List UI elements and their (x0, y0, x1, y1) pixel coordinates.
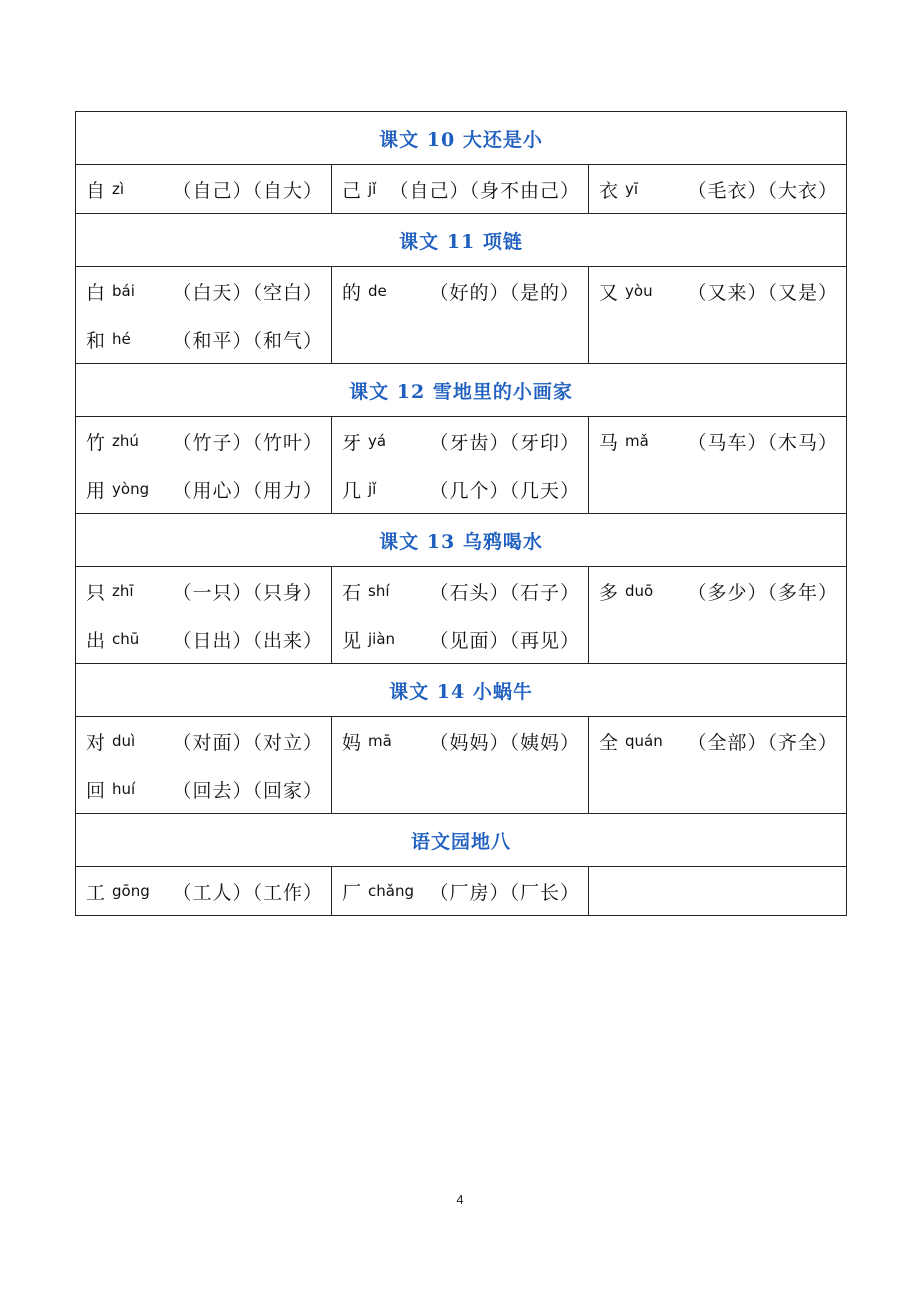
vocab-words: （用心）（用力） (172, 479, 323, 502)
vocab-cell (332, 417, 589, 514)
vocab-entry (86, 717, 323, 765)
vocab-entry (342, 867, 580, 915)
section-body-row (76, 567, 847, 664)
section-header-row (76, 514, 847, 567)
vocab-entry (342, 165, 580, 213)
vocab-cell-content (332, 417, 588, 513)
section-header-row (76, 664, 847, 717)
vocab-pinyin: mǎ (625, 432, 649, 450)
vocab-pinyin: zhú (112, 432, 139, 450)
vocab-cell-content (589, 417, 846, 465)
vocab-entry (599, 417, 838, 465)
section-body-row (76, 165, 847, 214)
vocab-cell (76, 717, 332, 814)
vocab-entry (86, 315, 323, 363)
section-body-row (76, 717, 847, 814)
vocab-character: 对 (86, 731, 106, 754)
vocab-character: 只 (86, 581, 106, 604)
vocab-cell-content (76, 867, 331, 915)
section-body-row (76, 267, 847, 364)
vocab-character: 白 (86, 281, 106, 304)
vocab-words: （和平）（和气） (172, 329, 323, 352)
vocab-cell-content (76, 165, 331, 213)
vocab-character: 己 (342, 179, 362, 202)
vocab-entry (599, 165, 838, 213)
vocab-cell (76, 165, 332, 214)
vocab-words: （又来）（又是） (687, 281, 838, 304)
vocab-entry (342, 267, 580, 315)
vocab-entry (342, 465, 580, 513)
vocab-pinyin: huí (112, 780, 136, 798)
vocab-words: （见面）（再见） (429, 629, 580, 652)
vocab-pinyin: jǐ (368, 180, 377, 198)
vocab-cell-content (589, 165, 846, 213)
vocab-cell (76, 567, 332, 664)
vocab-cell-content (76, 267, 331, 363)
vocab-cell-content (76, 417, 331, 513)
vocab-pinyin: yòng (112, 480, 150, 498)
vocab-pinyin: jǐ (368, 480, 377, 498)
vocab-cell-content (332, 717, 588, 765)
vocab-words: （好的）（是的） (429, 281, 580, 304)
vocab-words: （几个）（几天） (429, 479, 580, 502)
vocab-character: 竹 (86, 431, 106, 454)
vocab-entry (86, 417, 323, 465)
vocab-cell (332, 165, 589, 214)
section-title: 课文 14 小蜗牛 (76, 664, 847, 717)
vocab-cell-content (332, 567, 588, 663)
vocab-cell (589, 867, 847, 916)
vocab-pinyin: zhī (112, 582, 134, 600)
vocab-words: （马车）（木马） (687, 431, 838, 454)
section-header-row (76, 364, 847, 417)
vocab-character: 回 (86, 779, 106, 802)
section-title: 课文 13 乌鸦喝水 (76, 514, 847, 567)
vocab-pinyin: jiàn (368, 630, 396, 648)
vocab-character: 衣 (599, 179, 619, 202)
vocab-pinyin: shí (368, 582, 390, 600)
vocab-character: 牙 (342, 431, 362, 454)
vocab-entry (86, 465, 323, 513)
vocab-cell (589, 267, 847, 364)
section-title: 语文园地八 (76, 814, 847, 867)
section-body-row (76, 867, 847, 916)
section-header-row (76, 112, 847, 165)
vocab-entry (342, 615, 580, 663)
vocab-entry (342, 417, 580, 465)
vocab-entry (86, 867, 323, 915)
vocab-cell (332, 267, 589, 364)
vocab-cell (589, 717, 847, 814)
vocab-pinyin: gōng (112, 882, 150, 900)
vocab-cell (589, 417, 847, 514)
vocab-words: （妈妈）（姨妈） (429, 731, 580, 754)
vocab-cell-content (589, 567, 846, 615)
section-title: 课文 10 大还是小 (76, 112, 847, 165)
section-header-row (76, 214, 847, 267)
vocab-cell (332, 717, 589, 814)
vocab-entry (599, 567, 838, 615)
vocab-character: 工 (86, 881, 106, 904)
vocab-pinyin: de (368, 282, 387, 300)
vocab-words: （对面）（对立） (172, 731, 323, 754)
vocab-pinyin: chǎng (368, 882, 414, 900)
section-title: 课文 11 项链 (76, 214, 847, 267)
vocab-words: （厂房）（厂长） (429, 881, 580, 904)
vocab-pinyin: zì (112, 180, 125, 198)
vocab-pinyin: yòu (625, 282, 653, 300)
vocab-words: （牙齿）（牙印） (429, 431, 580, 454)
vocab-cell (589, 567, 847, 664)
vocab-character: 和 (86, 329, 106, 352)
vocab-character: 几 (342, 479, 362, 502)
vocab-cell-content (76, 717, 331, 813)
vocab-pinyin: yá (368, 432, 387, 450)
vocab-cell (589, 165, 847, 214)
vocab-entry (342, 567, 580, 615)
page-number: 4 (456, 1192, 464, 1207)
vocab-pinyin: quán (625, 732, 663, 750)
vocab-words: （全部）（齐全） (687, 731, 838, 754)
vocab-words: （白天）（空白） (172, 281, 323, 304)
vocab-words: （一只）（只身） (172, 581, 323, 604)
vocab-cell (76, 867, 332, 916)
vocab-words: （日出）（出来） (172, 629, 323, 652)
vocab-character: 见 (342, 629, 362, 652)
vocab-character: 全 (599, 731, 619, 754)
vocab-words: （自己）（自大） (172, 179, 323, 202)
vocab-entry (599, 267, 838, 315)
vocab-character: 多 (599, 581, 619, 604)
vocab-cell-content (332, 165, 588, 213)
vocab-cell-content (589, 267, 846, 315)
vocab-character: 厂 (342, 881, 362, 904)
vocab-character: 又 (599, 281, 619, 304)
vocab-character: 自 (86, 179, 106, 202)
vocab-entry (86, 165, 323, 213)
vocab-character: 用 (86, 479, 106, 502)
vocab-character: 马 (599, 431, 619, 454)
vocab-cell (332, 567, 589, 664)
vocab-pinyin: duì (112, 732, 136, 750)
vocab-words: （回去）（回家） (172, 779, 323, 802)
vocab-entry (86, 567, 323, 615)
vocab-pinyin: chū (112, 630, 140, 648)
vocab-character: 石 (342, 581, 362, 604)
vocab-cell (76, 417, 332, 514)
vocab-words: （毛衣）（大衣） (687, 179, 838, 202)
vocab-pinyin: duō (625, 582, 654, 600)
vocab-character: 的 (342, 281, 362, 304)
vocab-cell (76, 267, 332, 364)
vocab-cell-content (332, 267, 588, 315)
vocab-words: （多少）（多年） (687, 581, 838, 604)
vocab-words: （竹子）（竹叶） (172, 431, 323, 454)
vocab-character: 出 (86, 629, 106, 652)
section-body-row (76, 417, 847, 514)
vocab-pinyin: yī (625, 180, 639, 198)
vocab-words: （自己）（身不由己） (389, 179, 580, 202)
vocab-entry (599, 717, 838, 765)
vocab-cell-content (76, 567, 331, 663)
vocab-entry (86, 267, 323, 315)
vocab-cell-content (332, 867, 588, 915)
vocabulary-table (75, 111, 847, 916)
section-title: 课文 12 雪地里的小画家 (76, 364, 847, 417)
vocab-pinyin: hé (112, 330, 131, 348)
vocab-words: （石头）（石子） (429, 581, 580, 604)
vocab-character: 妈 (342, 731, 362, 754)
vocab-cell-content (589, 717, 846, 765)
vocab-entry (86, 765, 323, 813)
vocab-cell (332, 867, 589, 916)
vocab-pinyin: mā (368, 732, 392, 750)
vocab-words: （工人）（工作） (172, 881, 323, 904)
vocab-entry (86, 615, 323, 663)
vocab-pinyin: bái (112, 282, 135, 300)
vocab-entry (342, 717, 580, 765)
section-header-row (76, 814, 847, 867)
